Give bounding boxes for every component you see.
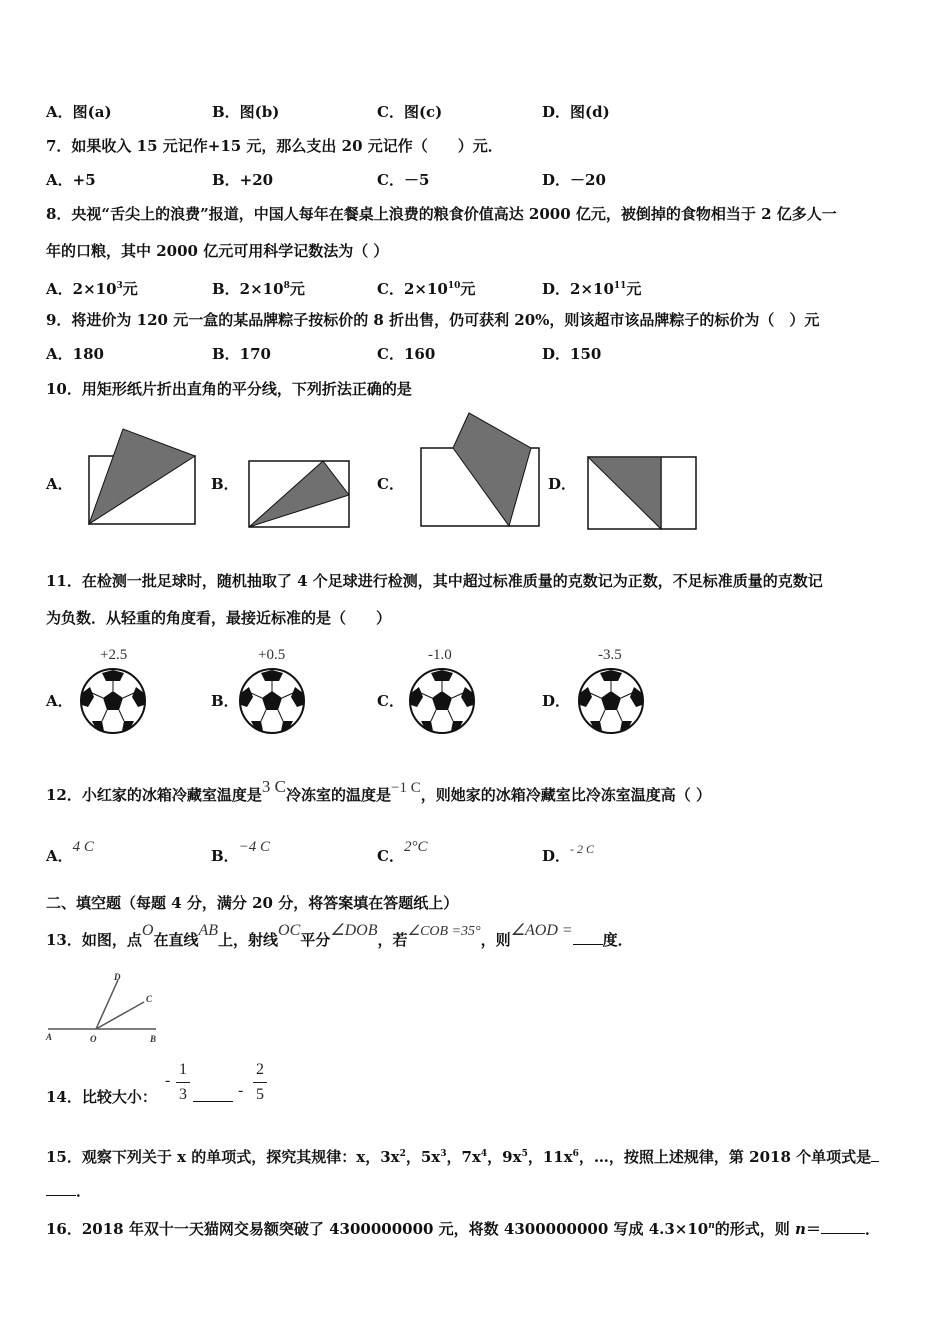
q11-option-b: B． xyxy=(211,692,239,710)
section-2-heading: 二、填空题（每题 4 分，满分 20 分，将答案填在答题纸上） xyxy=(46,894,459,912)
q14-text: 14．比较大小： xyxy=(46,1088,157,1106)
q14-fraction-2-numerator: 2 xyxy=(256,1061,264,1078)
q8-option-d: D．$2\times 10^{11}$元 xyxy=(542,280,642,298)
q8-line1: 8．央视“舌尖上的浪费”报道，中国人每年在餐桌上浪费的粮食价值高达 2000 亿元，被倒掉的食物相当于 2 亿多人一 xyxy=(46,205,837,223)
q15-text: 15．观察下列关于 x 的单项式，探究其规律：x，$3x^2$，$5x^3$，$7x^4$，$9x^5$，$11x^6$，…，按照上述规律，第 2018 个单项式是 xyxy=(46,1144,879,1167)
label-o: O xyxy=(90,1034,97,1044)
label-b: B xyxy=(150,1034,157,1044)
q7-option-d: D．－20 xyxy=(542,171,606,189)
q8-option-c: C．$2\times 10^{10}$元 xyxy=(377,280,476,298)
q12-option-c: C．2°C xyxy=(377,839,428,865)
q10-option-d: D． xyxy=(548,475,577,493)
q12-option-a: A．4 C xyxy=(46,839,94,865)
ball-b-weight: +0.5 xyxy=(258,647,286,663)
q12-option-d: D．$^{- 2 C}$ xyxy=(542,842,595,865)
q8-option-a: A．$2\times 10^3$元 xyxy=(46,280,138,298)
ball-d-weight: -3.5 xyxy=(598,647,622,663)
ball-a-weight: +2.5 xyxy=(100,647,128,663)
q15-answer-line: ． xyxy=(46,1181,91,1201)
soccer-ball-c-icon xyxy=(407,667,481,737)
fold-figure-a xyxy=(85,425,200,530)
q10-option-c: C． xyxy=(377,475,404,493)
q6-option-b: B．图(b) xyxy=(212,103,280,121)
fold-figure-b xyxy=(245,455,355,530)
soccer-ball-a-icon xyxy=(78,667,152,737)
q7-text: 7．如果收入 15 元记作+15 元，那么支出 20 元记作（ ）元． xyxy=(46,137,503,155)
q6-option-d: D．图(d) xyxy=(542,103,610,121)
q9-option-a: A．180 xyxy=(46,345,104,363)
q9-option-b: B．170 xyxy=(212,345,271,363)
q9-option-c: C．160 xyxy=(377,345,436,363)
q12-text: 12．小红家的冰箱冷藏室温度是3 C冷冻室的温度是−1 C，则她家的冰箱冷藏室比冷冻室温度高（ ） xyxy=(46,777,711,804)
q14-sign-1: - xyxy=(165,1072,171,1089)
q14-fraction-1-denominator: 3 xyxy=(179,1086,187,1103)
q9-text: 9．将进价为 120 元一盒的某品牌粽子按标价的 8 折出售，仍可获利 20%，则该超市该品牌粽子的标价为（ ）元 xyxy=(46,311,820,329)
q12-option-b: B．−4 C xyxy=(211,839,271,865)
q16-answer-blank[interactable] xyxy=(821,1233,865,1234)
label-d: D xyxy=(114,972,121,982)
soccer-ball-b-icon xyxy=(237,667,311,737)
q11-option-a: A． xyxy=(46,692,73,710)
q6-option-c: C．图(c) xyxy=(377,103,443,121)
q11-line2: 为负数．从轻重的角度看，最接近标准的是（ ） xyxy=(46,609,392,627)
q10-text: 10．用矩形纸片折出直角的平分线，下列折法正确的是 xyxy=(46,380,412,398)
label-c: C xyxy=(146,994,153,1004)
q7-option-b: B．+20 xyxy=(212,171,274,189)
q13-text: 13．如图，点O在直线AB上，射线OC平分∠DOB，若∠COB =35°，则∠AOD =度． xyxy=(46,922,633,949)
q14-sign-2: - xyxy=(238,1082,244,1099)
q8-line2: 年的口粮，其中 2000 亿元可用科学记数法为（ ） xyxy=(46,242,389,260)
ball-c-weight: -1.0 xyxy=(428,647,452,663)
q14-fraction-2-denominator: 5 xyxy=(256,1086,264,1103)
q8-option-b: B．$2\times 10^8$元 xyxy=(212,280,305,298)
q7-option-a: A．+5 xyxy=(46,171,96,189)
q11-option-d: D． xyxy=(542,692,571,710)
q14-fraction-1-numerator: 1 xyxy=(179,1061,187,1078)
label-a: A xyxy=(46,1032,53,1042)
q11-line1: 11．在检测一批足球时，随机抽取了 4 个足球进行检测，其中超过标准质量的克数记为正数，不足标准质量的克数记 xyxy=(46,572,823,590)
soccer-ball-d-icon xyxy=(576,667,650,737)
q15-answer-blank[interactable] xyxy=(46,1195,76,1196)
q14-answer-blank[interactable] xyxy=(193,1101,233,1102)
q9-option-d: D．150 xyxy=(542,345,602,363)
q10-option-a: A． xyxy=(46,475,73,493)
q16-text: 16．2018 年双十一天猫网交易额突破了 4300000000 元，将数 4300000000 写成 $4.3\times 10^n$的形式，则 n＝ ． xyxy=(46,1220,880,1238)
q7-option-c: C．－5 xyxy=(377,171,430,189)
q13-angle-diagram xyxy=(44,968,164,1048)
q6-option-a: A．图(a) xyxy=(46,103,112,121)
q10-option-b: B． xyxy=(211,475,239,493)
fold-figure-c xyxy=(417,410,547,530)
fold-figure-d xyxy=(584,452,702,532)
q11-option-c: C． xyxy=(377,692,404,710)
